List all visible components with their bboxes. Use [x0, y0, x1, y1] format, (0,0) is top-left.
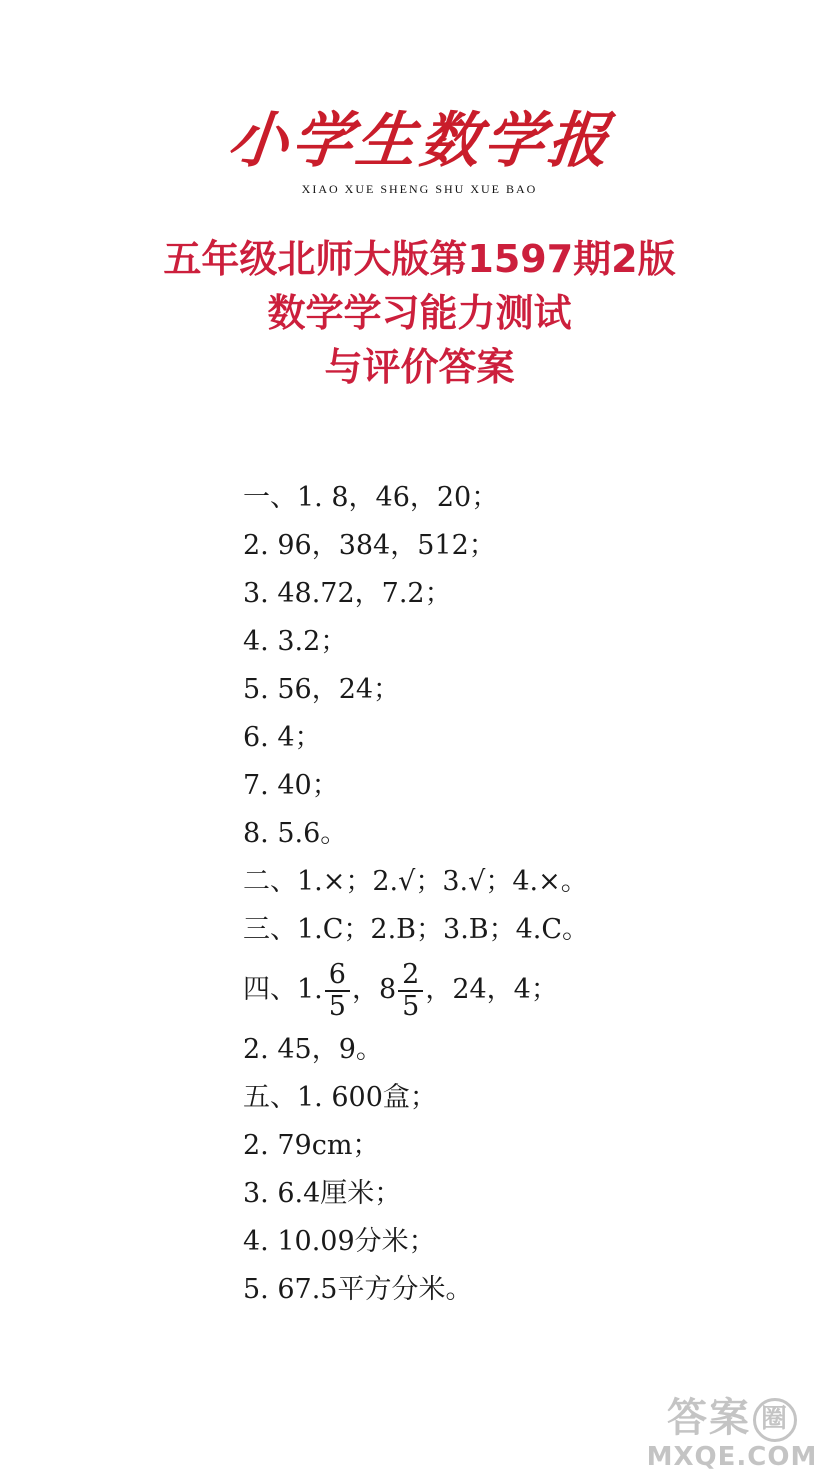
logo-pinyin: XIAO XUE SHENG SHU XUE BAO — [301, 182, 538, 196]
answer-line-with-fractions — [243, 954, 723, 1026]
newspaper-logo: 小学生数学报 — [223, 106, 616, 176]
fraction-line-mid: ，8 — [351, 974, 397, 1005]
answer-line: 3. 6.4厘米； — [243, 1178, 402, 1209]
answer-line: 一、1. 8，46，20； — [243, 482, 499, 513]
newspaper-masthead — [0, 108, 839, 196]
answer-line: 4. 3.2； — [243, 626, 348, 657]
answer-line: 2. 79cm； — [243, 1130, 380, 1161]
fraction-line-suffix: ，24，4； — [425, 974, 558, 1005]
watermark-badge-icon: 圈 — [753, 1398, 797, 1442]
fraction-two-fifths — [398, 960, 423, 1021]
fraction-six-fifths — [325, 960, 350, 1021]
site-watermark — [637, 1396, 827, 1472]
watermark-url: MXQE.COM — [646, 1442, 818, 1472]
answer-line: 2. 96，384，512； — [243, 530, 496, 561]
answer-line: 二、1.×；2.√；3.√；4.×。 — [243, 866, 588, 897]
answer-line: 7. 40； — [243, 770, 339, 801]
title-line-3: 与评价答案 — [324, 345, 515, 389]
answer-line: 3. 48.72，7.2； — [243, 578, 452, 609]
title-line-2: 数学学习能力测试 — [267, 291, 572, 335]
answer-line: 五、1. 600盒； — [243, 1082, 437, 1113]
answer-line: 4. 10.09分米； — [243, 1226, 436, 1257]
page-title — [0, 232, 839, 394]
fraction-line-prefix: 四、1. — [243, 974, 323, 1005]
answer-line: 5. 56，24； — [243, 674, 401, 705]
watermark-cn-text: 答案 — [667, 1395, 751, 1441]
fraction-denominator: 5 — [402, 990, 420, 1022]
watermark-logo — [637, 1396, 827, 1442]
title-line-1: 五年级北师大版第1597期2版 — [163, 237, 676, 281]
answer-line: 8. 5.6。 — [243, 818, 348, 849]
answer-line: 6. 4； — [243, 722, 322, 753]
answer-line: 2. 45，9。 — [243, 1034, 383, 1065]
fraction-denominator: 5 — [328, 990, 346, 1022]
fraction-numerator: 6 — [325, 960, 350, 992]
answer-line: 5. 67.5平方分米。 — [243, 1274, 473, 1305]
fraction-numerator: 2 — [398, 960, 423, 992]
answer-list — [243, 474, 723, 1314]
answer-line: 三、1.C；2.B；3.B；4.C。 — [243, 914, 590, 945]
